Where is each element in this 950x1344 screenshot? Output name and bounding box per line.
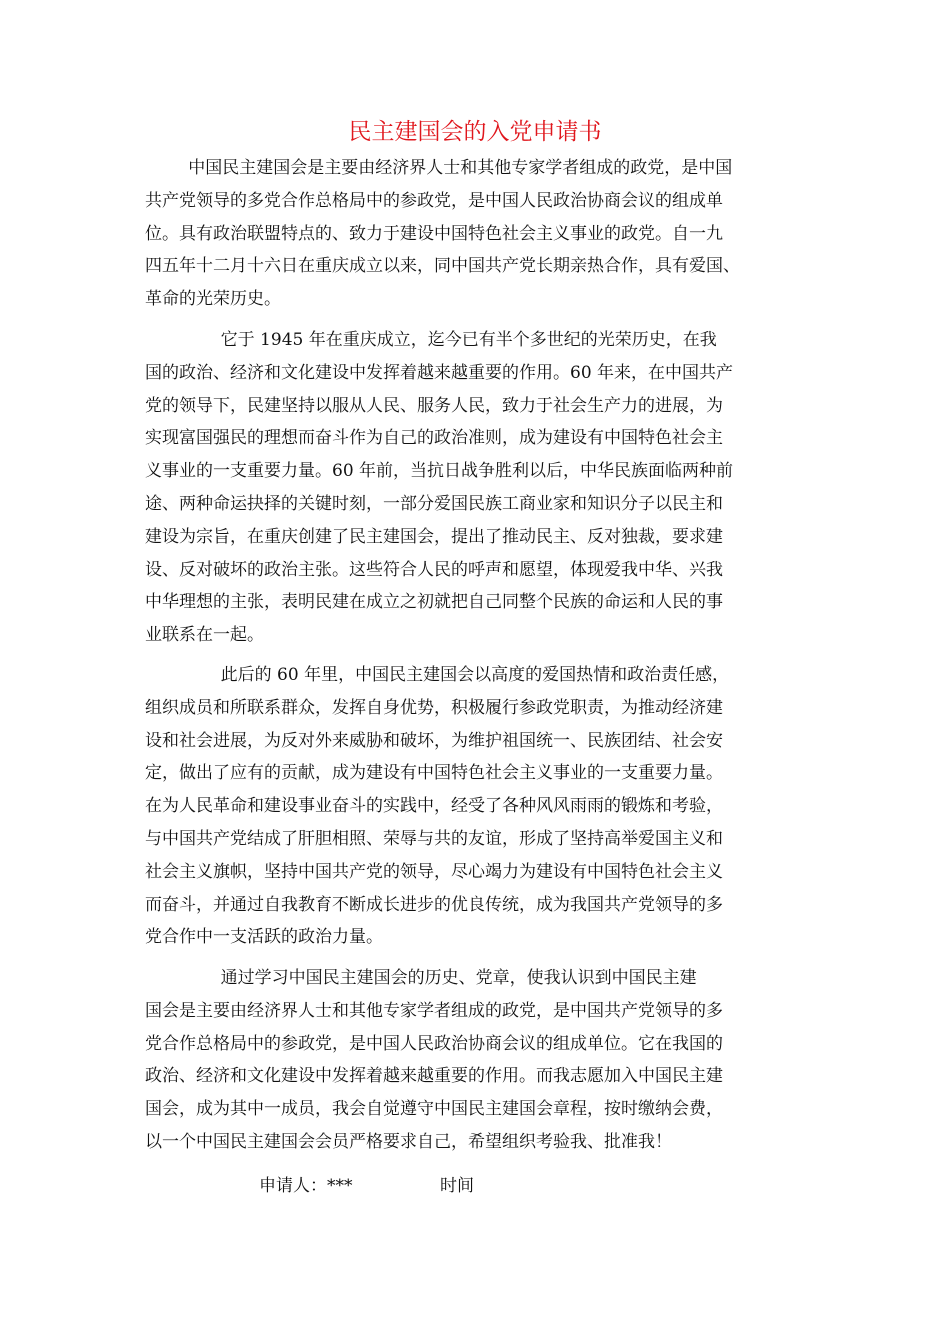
applicant-signature: 申请人：*** bbox=[259, 1176, 353, 1196]
signature-time-label: 时间 bbox=[440, 1176, 474, 1196]
paragraph-application: 通过学习中国民主建国会的历史、党章，使我认识到中国民主建 国会是主要由经济界人士和其他专家学者组成的政党，是中国共产党领导的多 党合作总格局中的参政党，是中国人民政治协商会议的组成单位。它在我国的 政治、经济和文化建设中发挥着越来越重要的作用。而我志愿加入中国民主建 国会，成为其中一成员，我会自觉遵守中国民主建国会章程，按时缴纳会费， 以一个中国民主建国会会员严格要求自己，希望组织考验我、批准我！ bbox=[145, 968, 723, 1152]
paragraph-intro: 中国民主建国会是主要由经济界人士和其他专家学者组成的政党，是中国 共产党领导的多党合作总格局中的参政党，是中国人民政治协商会议的组成单 位。具有政治联盟特点的、致力于建设中国特色社会主义事业的政党。自一九 四五年十二月十六日在重庆成立以来，同中国共产党长期亲热合作，具有爱国、 革命的光荣历史。 bbox=[145, 158, 740, 310]
paragraph-history: 它于 1945 年在重庆成立，迄今已有半个多世纪的光荣历史，在我 国的政治、经济和文化建设中发挥着越来越重要的作用。60 年来，在中国共产 党的领导下，民建坚持以服从人民、服务人民，致力于社会生产力的进展，为 实现富国强民的理想而奋斗作为自己的政治准则，成为建设有中国特色社会主 义事业的一支重要力量。60 年前，当抗日战争胜利以后，中华民族面临两种前 途、两种命运抉择的关键时刻，一部分爱国民族工商业家和知识分子以民主和 建设为宗旨，在重庆创建了民主建国会，提出了推动民主、反对独裁，要求建 设、反对破坏的政治主张。这些符合人民的呼声和愿望，体现爱我中华、兴我 中华理想的主张，表明民建在成立之初就把自己同整个民族的命运和人民的事 业联系在一起。 bbox=[145, 330, 734, 646]
document-title: 民主建国会的入党申请书 bbox=[348, 119, 602, 145]
paragraph-achievements: 此后的 60 年里，中国民主建国会以高度的爱国热情和政治责任感， 组织成员和所联系群众，发挥自身优势，积极履行参政党职责，为推动经济建 设和社会进展，为反对外来威胁和破坏，为维护祖国统一、民族团结、社会安 定，做出了应有的贡献，成为建设有中国特色社会主义事业的一支重要力量。 在为人民革命和建设事业奋斗的实践中，经受了各种风风雨雨的锻炼和考验， 与中国共产党结成了肝胆相照、荣辱与共的友谊，形成了坚持高举爱国主义和 社会主义旗帜，坚持中国共产党的领导，尽心竭力为建设有中国特色社会主义 而奋斗，并通过自我教育不断成长进步的优良传统，成为我国共产党领导的多 党合作中一支活跃的政治力量。 bbox=[145, 665, 730, 948]
